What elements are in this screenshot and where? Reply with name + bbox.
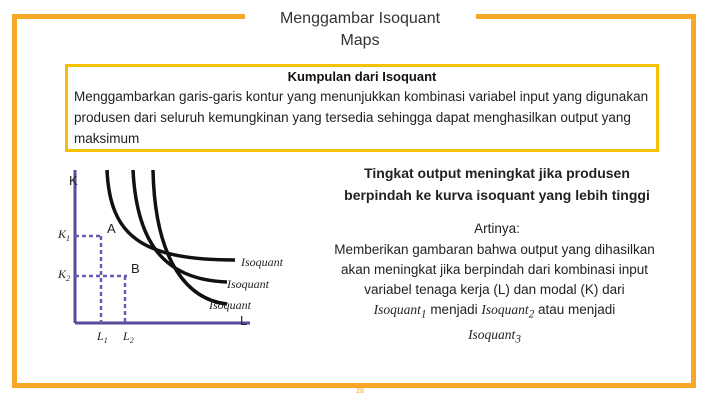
- explanation-headline: [330, 162, 664, 206]
- definition-title: Kumpulan dari Isoquant: [287, 69, 437, 84]
- headline-line1: Tingkat output meningkat jika produsen: [364, 165, 630, 181]
- frame-top-right: [476, 14, 696, 19]
- isoquant-3-term: Isoquant$_3$: [468, 326, 521, 346]
- slide-title-line2: Maps: [340, 32, 380, 49]
- isoquant-1-term: Isoquant$_1$: [373, 302, 427, 321]
- explanation-line5: [322, 325, 667, 350]
- x-axis-label: L: [240, 313, 248, 328]
- isoquant-curve-1: [107, 170, 235, 260]
- l2-label: $L_2$: [123, 329, 134, 345]
- slide-title-line1: Menggambar Isoquant: [279, 10, 441, 27]
- explanation-line2: akan meningkat jika berpindah dari kombinasi input: [341, 262, 648, 277]
- l1-label: $L_1$: [97, 329, 108, 345]
- artinya-label: Artinya:: [474, 221, 520, 236]
- slide-title: [250, 8, 470, 52]
- isoquant-2-term: Isoquant$_2$: [481, 302, 535, 321]
- explanation-line1: Memberikan gambaran bahwa output yang dihasilkan: [334, 242, 655, 257]
- explanation-text: [322, 240, 667, 349]
- isoquant-curve-2: [133, 170, 227, 282]
- atau-menjadi-text: atau menjadi: [538, 302, 616, 317]
- menjadi-text: menjadi: [430, 302, 478, 317]
- frame-right: [691, 14, 696, 388]
- point-b-label: B: [131, 261, 140, 276]
- isoquant-graph: [55, 160, 295, 350]
- isoquant-curve-3: [153, 170, 227, 304]
- page-number: 28: [356, 388, 364, 395]
- explanation-line3: variabel tenaga kerja (L) dan modal (K) dari: [364, 282, 625, 297]
- point-a-label: A: [107, 221, 116, 236]
- k1-label: $K_1$: [58, 227, 71, 243]
- definition-box: [65, 64, 659, 152]
- explanation-line4: [322, 300, 667, 325]
- curve-label-3: Isoquant: [209, 298, 251, 312]
- y-axis-label: K: [69, 173, 78, 188]
- definition-text: Menggambarkan garis-garis kontur yang menunjukkan kombinasi variabel input yang digunakan produsen dari seluruh kemungkinan yang tersedia sehingga dapat menghasilkan output yang maksimum: [74, 89, 649, 146]
- curve-label-2: Isoquant: [227, 277, 269, 291]
- k2-label: $K_2$: [58, 267, 71, 283]
- frame-top-left: [12, 14, 245, 19]
- curve-label-1: Isoquant: [241, 255, 283, 269]
- frame-left: [12, 14, 17, 388]
- headline-line2: berpindah ke kurva isoquant yang lebih tinggi: [344, 187, 650, 203]
